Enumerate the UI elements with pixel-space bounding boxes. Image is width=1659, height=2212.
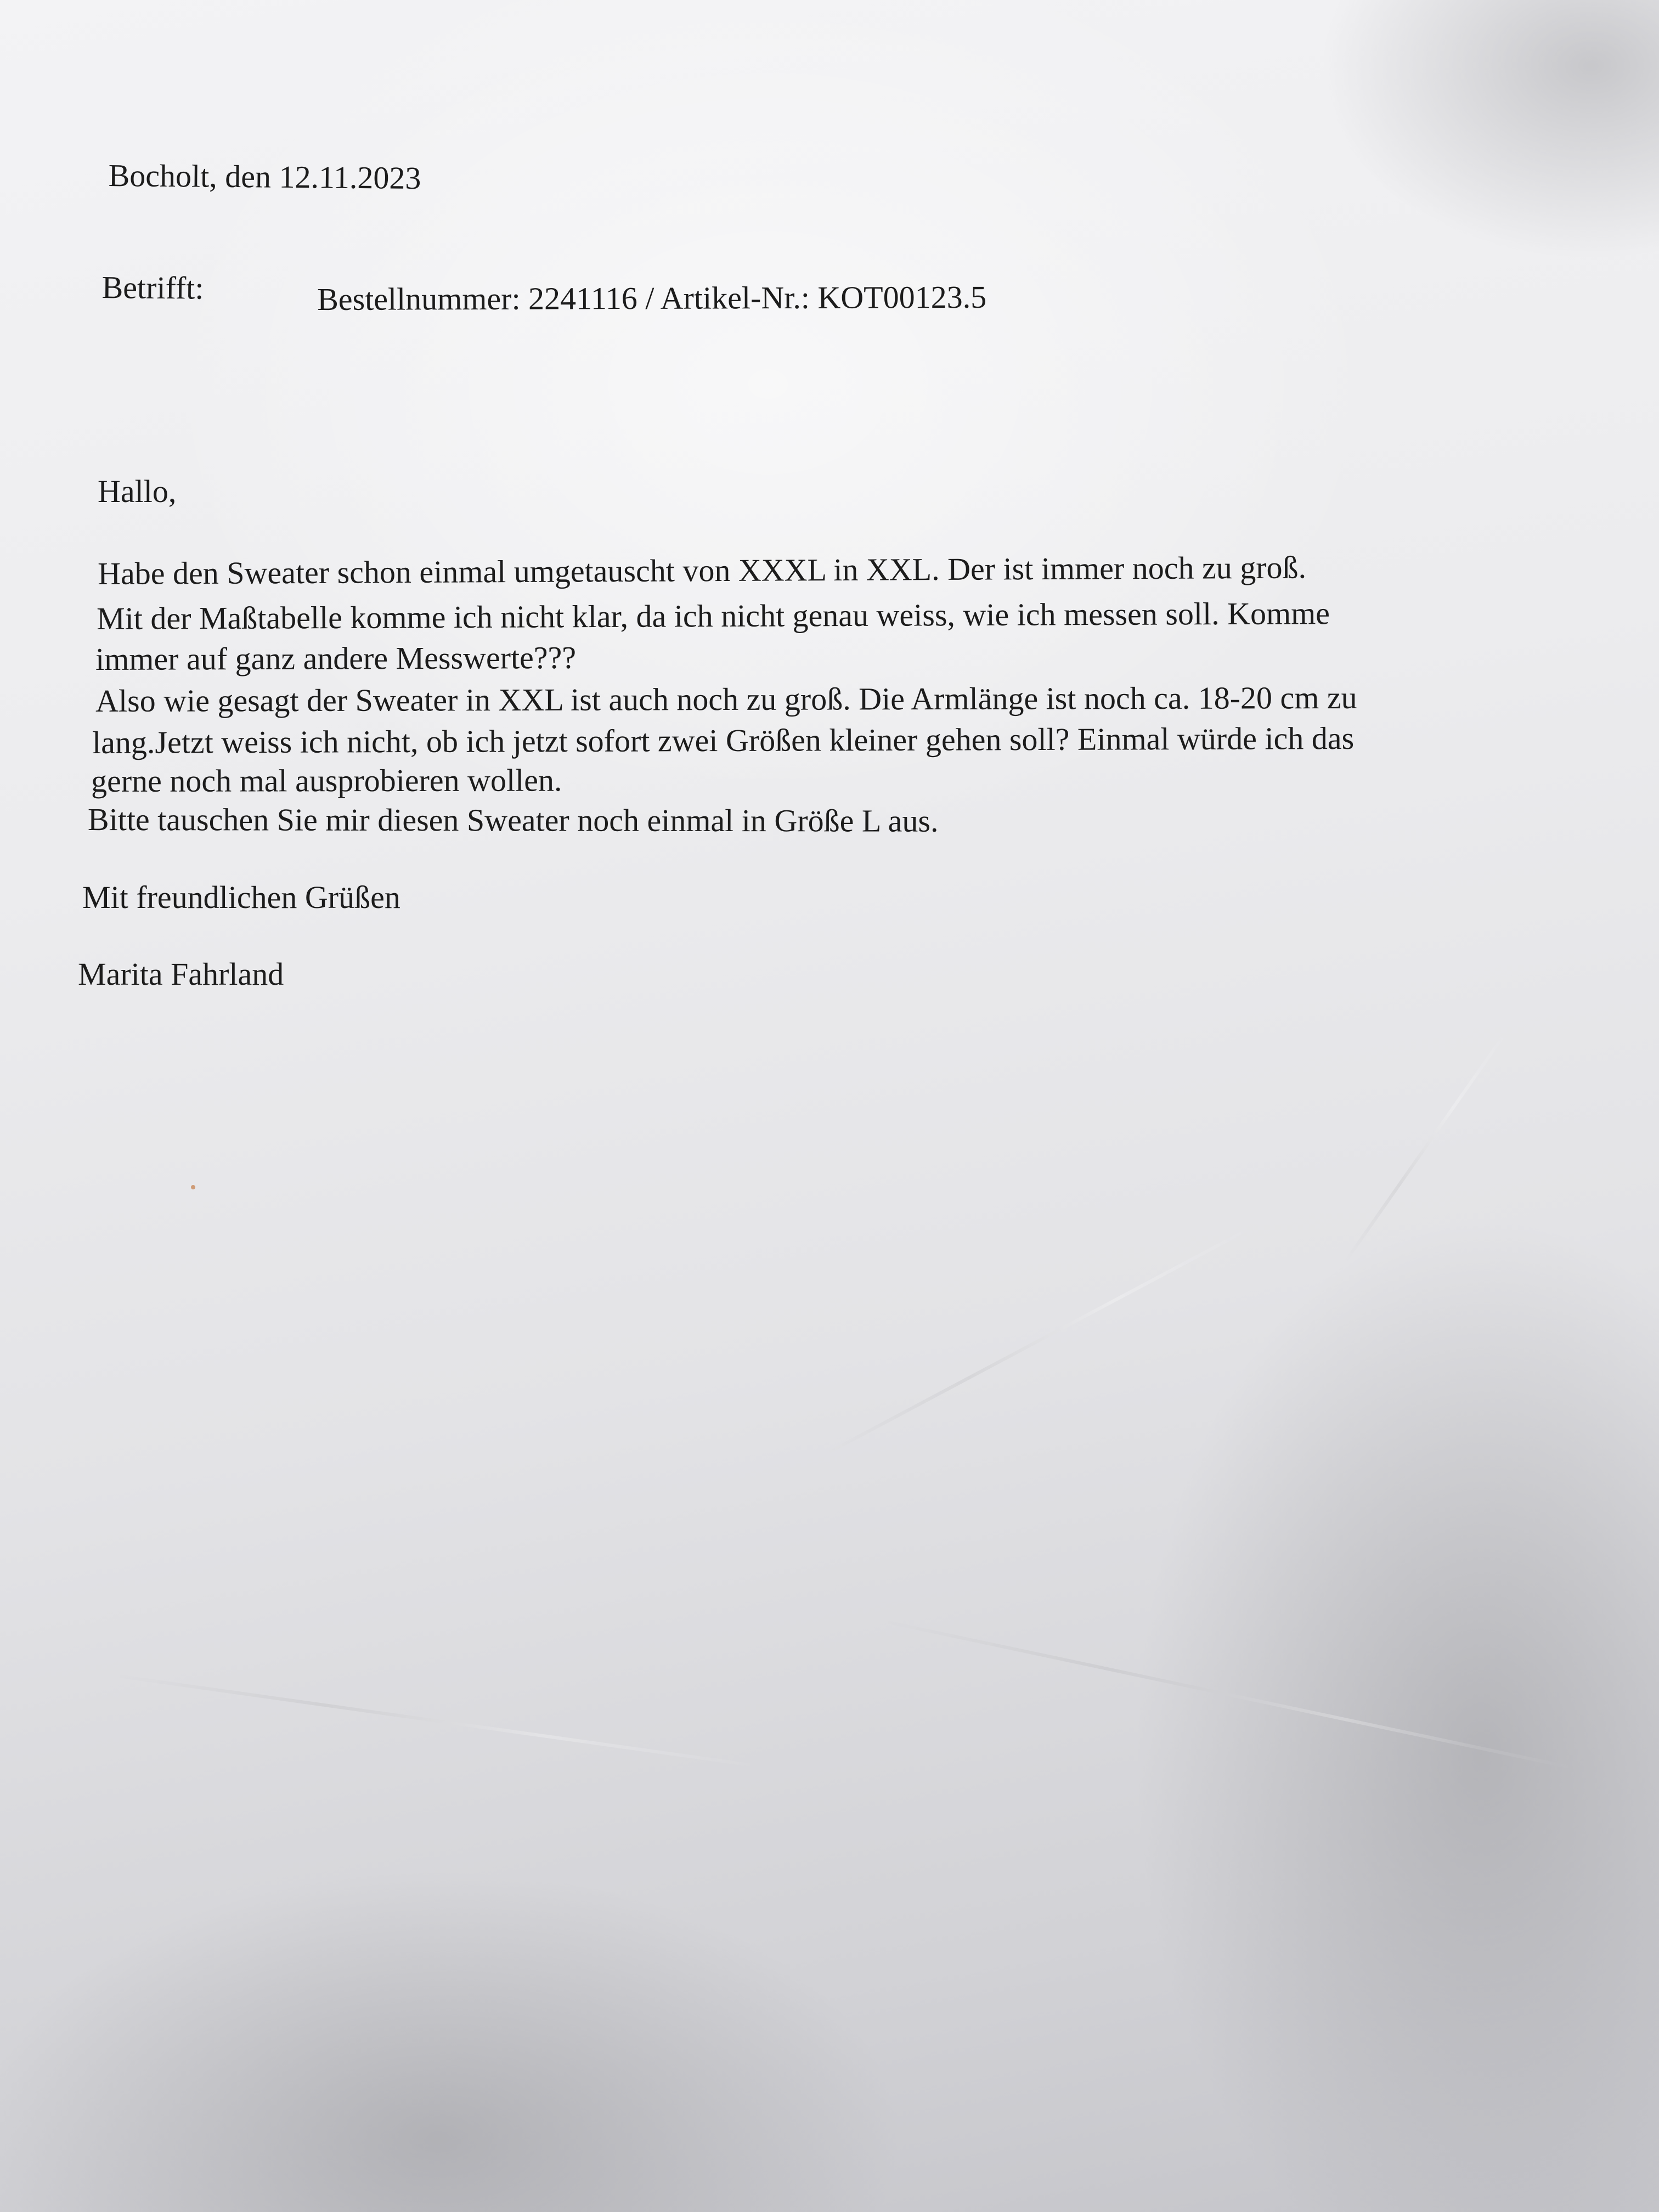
body-line: lang.Jetzt weiss ich nicht, ob ich jetzt sofort zwei Größen kleiner gehen soll? Einmal würde ich das xyxy=(92,720,1355,760)
paper-crease xyxy=(877,1618,1576,1770)
body-line: Habe den Sweater schon einmal umgetauscht von XXXL in XXL. Der ist immer noch zu groß. xyxy=(98,549,1307,591)
paper-crease xyxy=(1343,1029,1509,1264)
date-line: Bocholt, den 12.11.2023 xyxy=(108,157,421,196)
greeting: Hallo, xyxy=(98,473,177,509)
body-line: immer auf ganz andere Messwerte??? xyxy=(95,639,577,677)
body-line: Also wie gesagt der Sweater in XXL ist auch noch zu groß. Die Armlänge ist noch ca. 18-20 cm zu xyxy=(95,679,1357,719)
body-line: gerne noch mal ausprobieren wollen. xyxy=(91,762,562,799)
subject-value: Bestellnummer: 2241116 / Artikel-Nr.: KOT00123.5 xyxy=(317,279,987,317)
paper-speck xyxy=(191,1185,195,1189)
body-line: Mit der Maßtabelle komme ich nicht klar, da ich nicht genau weiss, wie ich messen soll. Komme xyxy=(97,595,1330,636)
paper-crease xyxy=(110,1673,762,1768)
subject-label: Betrifft: xyxy=(101,269,204,306)
body-line: Bitte tauschen Sie mir diesen Sweater noch einmal in Größe L aus. xyxy=(87,802,939,839)
signature-name: Marita Fahrland xyxy=(78,956,284,992)
paper-crease xyxy=(822,1222,1260,1457)
closing: Mit freundlichen Grüßen xyxy=(82,879,400,915)
